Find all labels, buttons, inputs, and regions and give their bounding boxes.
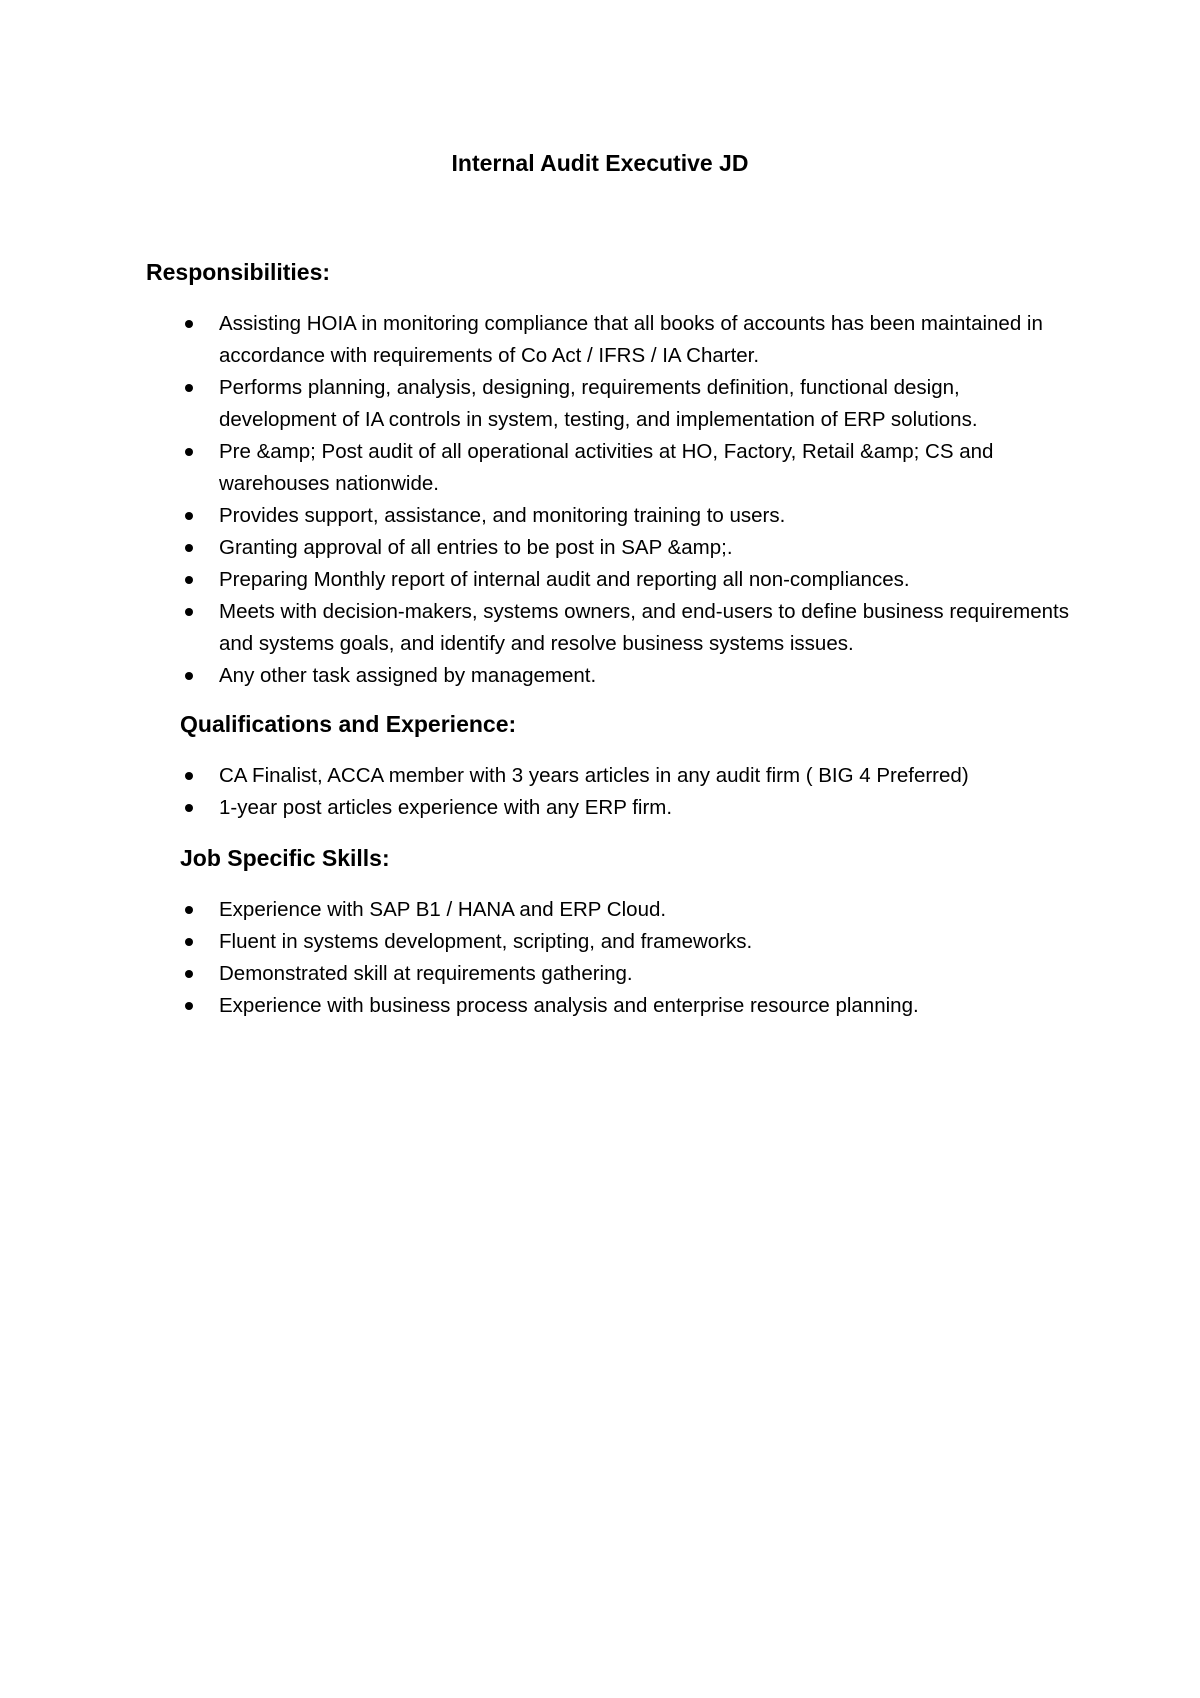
bullet-icon [185, 772, 193, 780]
list-item [182, 436, 1082, 500]
list-item [182, 660, 1082, 692]
list-item-text: Meets with decision-makers, systems owners, and end-users to define business requirements and systems goals, and identify and resolve business systems issues. [219, 600, 1069, 655]
list-item-text: Pre &amp; Post audit of all operational activities at HO, Factory, Retail &amp; CS and warehouses nationwide. [219, 440, 994, 495]
bullet-icon [185, 608, 193, 616]
list-item-text: Experience with SAP B1 / HANA and ERP Cloud. [219, 898, 667, 921]
list-item [182, 958, 1082, 990]
bullet-icon [185, 448, 193, 456]
bullet-icon [185, 1002, 193, 1010]
bullet-icon [185, 384, 193, 392]
list-item [182, 596, 1082, 660]
list-item-text: Granting approval of all entries to be post in SAP &amp;. [219, 536, 733, 559]
list-item [182, 792, 1082, 824]
list-item [182, 308, 1082, 372]
list-item-text: Fluent in systems development, scripting, and frameworks. [219, 930, 753, 953]
list-item [182, 532, 1082, 564]
list-item-text: Demonstrated skill at requirements gathering. [219, 962, 633, 985]
list-item [182, 760, 1082, 792]
list-item-text: 1-year post articles experience with any ERP firm. [219, 796, 673, 819]
list-item-text: Any other task assigned by management. [219, 664, 597, 687]
list-item-text: Experience with business process analysis and enterprise resource planning. [219, 994, 919, 1017]
skills-list [182, 894, 1082, 1022]
list-item-text: Assisting HOIA in monitoring compliance that all books of accounts has been maintained in accordance with requirements of Co Act / IFRS / IA Charter. [219, 312, 1043, 367]
qualifications-list [182, 760, 1082, 824]
list-item-text: CA Finalist, ACCA member with 3 years articles in any audit firm ( BIG 4 Preferred) [219, 764, 969, 787]
list-item-text: Preparing Monthly report of internal audit and reporting all non-compliances. [219, 568, 910, 591]
list-item [182, 926, 1082, 958]
list-item [182, 564, 1082, 596]
bullet-icon [185, 970, 193, 978]
skills-heading: Job Specific Skills: [180, 845, 390, 871]
list-item [182, 894, 1082, 926]
qualifications-heading: Qualifications and Experience: [180, 711, 517, 737]
list-item [182, 372, 1082, 436]
list-item [182, 500, 1082, 532]
bullet-icon [185, 576, 193, 584]
list-item-text: Provides support, assistance, and monitoring training to users. [219, 504, 786, 527]
bullet-icon [185, 672, 193, 680]
list-item-text: Performs planning, analysis, designing, requirements definition, functional design, development of IA controls in system, testing, and implementation of ERP solutions. [219, 376, 978, 431]
bullet-icon [185, 938, 193, 946]
document-title: Internal Audit Executive JD [451, 150, 749, 176]
list-item [182, 990, 1082, 1022]
bullet-icon [185, 906, 193, 914]
bullet-icon [185, 320, 193, 328]
bullet-icon [185, 544, 193, 552]
responsibilities-heading: Responsibilities: [146, 259, 331, 285]
bullet-icon [185, 804, 193, 812]
responsibilities-list [182, 308, 1082, 692]
bullet-icon [185, 512, 193, 520]
